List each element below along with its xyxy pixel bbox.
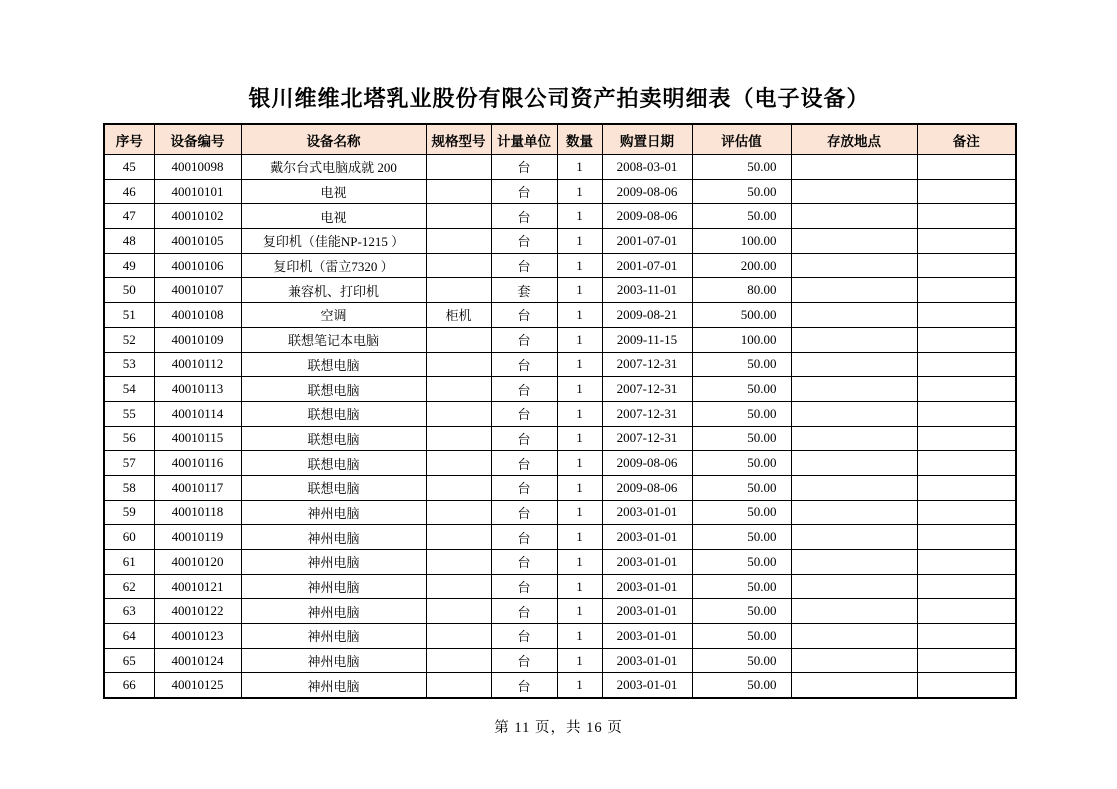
table-cell: 2001-07-01 (602, 229, 692, 254)
table-cell (791, 327, 917, 352)
table-cell: 1 (557, 624, 602, 649)
table-row (104, 648, 1016, 673)
table-cell (917, 673, 1016, 698)
table-cell: 台 (491, 253, 557, 278)
table-cell: 2009-08-06 (602, 179, 692, 204)
table-cell: 62 (104, 574, 154, 599)
table-cell: 台 (491, 451, 557, 476)
table-cell (791, 229, 917, 254)
table-cell: 40010124 (154, 648, 241, 673)
table-cell: 53 (104, 352, 154, 377)
table-cell: 神州电脑 (241, 624, 426, 649)
table-cell: 2009-11-15 (602, 327, 692, 352)
table-cell: 2003-01-01 (602, 624, 692, 649)
table-cell: 复印机（佳能NP-1215 ） (241, 229, 426, 254)
table-cell (917, 599, 1016, 624)
table-cell: 空调 (241, 303, 426, 328)
table-cell (917, 475, 1016, 500)
table-cell: 40010098 (154, 155, 241, 180)
table-cell: 联想电脑 (241, 451, 426, 476)
table-cell: 48 (104, 229, 154, 254)
table-cell: 1 (557, 155, 602, 180)
table-cell (917, 278, 1016, 303)
table-cell: 2003-01-01 (602, 648, 692, 673)
table-cell: 兼容机、打印机 (241, 278, 426, 303)
table-cell: 神州电脑 (241, 500, 426, 525)
table-cell: 50.00 (692, 179, 791, 204)
table-cell: 神州电脑 (241, 550, 426, 575)
table-cell: 1 (557, 204, 602, 229)
table-cell: 联想电脑 (241, 475, 426, 500)
table-cell (917, 327, 1016, 352)
table-cell (426, 500, 491, 525)
table-cell (426, 352, 491, 377)
table-cell (426, 155, 491, 180)
table-cell (426, 377, 491, 402)
table-cell: 神州电脑 (241, 574, 426, 599)
table-cell: 柜机 (426, 303, 491, 328)
table-row (104, 426, 1016, 451)
table-cell: 1 (557, 673, 602, 698)
table-cell (917, 624, 1016, 649)
table-cell: 40010102 (154, 204, 241, 229)
table-row (104, 253, 1016, 278)
table-cell: 45 (104, 155, 154, 180)
table-cell (791, 352, 917, 377)
table-cell (917, 204, 1016, 229)
column-header: 规格型号 (426, 124, 491, 155)
table-cell: 40010117 (154, 475, 241, 500)
table-cell: 40010121 (154, 574, 241, 599)
table-cell: 60 (104, 525, 154, 550)
table-cell: 台 (491, 500, 557, 525)
table-row (104, 278, 1016, 303)
table-cell (791, 253, 917, 278)
table-cell: 台 (491, 648, 557, 673)
table-cell: 1 (557, 574, 602, 599)
table-cell: 50.00 (692, 550, 791, 575)
table-cell (917, 253, 1016, 278)
table-cell: 2003-11-01 (602, 278, 692, 303)
column-header: 存放地点 (791, 124, 917, 155)
table-cell (426, 451, 491, 476)
table-cell (426, 599, 491, 624)
table-cell: 49 (104, 253, 154, 278)
table-cell: 1 (557, 525, 602, 550)
table-cell (426, 574, 491, 599)
column-header: 设备编号 (154, 124, 241, 155)
table-cell: 100.00 (692, 327, 791, 352)
table-cell (917, 401, 1016, 426)
table-cell: 40010114 (154, 401, 241, 426)
table-cell: 80.00 (692, 278, 791, 303)
table-row (104, 179, 1016, 204)
table-cell: 联想笔记本电脑 (241, 327, 426, 352)
table-cell: 1 (557, 229, 602, 254)
asset-table (103, 123, 1017, 699)
table-row (104, 525, 1016, 550)
table-cell: 1 (557, 278, 602, 303)
table-cell: 台 (491, 673, 557, 698)
table-cell: 58 (104, 475, 154, 500)
table-cell: 66 (104, 673, 154, 698)
table-cell: 1 (557, 475, 602, 500)
table-cell: 40010122 (154, 599, 241, 624)
table-cell: 200.00 (692, 253, 791, 278)
table-cell (426, 525, 491, 550)
column-header: 评估值 (692, 124, 791, 155)
table-cell: 50.00 (692, 599, 791, 624)
table-row (104, 550, 1016, 575)
table-cell: 戴尔台式电脑成就 200 (241, 155, 426, 180)
table-header-row (104, 124, 1016, 155)
table-cell: 56 (104, 426, 154, 451)
table-cell: 40010123 (154, 624, 241, 649)
table-cell: 2007-12-31 (602, 426, 692, 451)
table-cell: 40010101 (154, 179, 241, 204)
table-cell: 台 (491, 599, 557, 624)
table-cell: 2003-01-01 (602, 500, 692, 525)
table-cell: 台 (491, 426, 557, 451)
table-cell: 50.00 (692, 377, 791, 402)
table-row (104, 673, 1016, 698)
table-cell (426, 229, 491, 254)
table-row (104, 229, 1016, 254)
table-cell (917, 525, 1016, 550)
table-cell: 1 (557, 451, 602, 476)
table-cell: 50.00 (692, 155, 791, 180)
table-cell: 64 (104, 624, 154, 649)
table-cell: 2009-08-06 (602, 451, 692, 476)
table-cell: 50.00 (692, 426, 791, 451)
table-cell: 50.00 (692, 500, 791, 525)
table-cell: 1 (557, 352, 602, 377)
table-cell: 40010112 (154, 352, 241, 377)
table-row (104, 451, 1016, 476)
table-cell: 台 (491, 401, 557, 426)
table-cell: 神州电脑 (241, 525, 426, 550)
table-cell: 台 (491, 204, 557, 229)
table-cell: 台 (491, 352, 557, 377)
table-cell: 电视 (241, 204, 426, 229)
table-cell: 1 (557, 426, 602, 451)
table-cell: 50.00 (692, 648, 791, 673)
table-cell: 1 (557, 253, 602, 278)
table-cell: 2007-12-31 (602, 352, 692, 377)
table-cell: 2009-08-06 (602, 475, 692, 500)
table-cell: 50.00 (692, 574, 791, 599)
table-cell (917, 179, 1016, 204)
table-cell: 套 (491, 278, 557, 303)
table-cell (917, 550, 1016, 575)
table-cell: 联想电脑 (241, 377, 426, 402)
column-header: 计量单位 (491, 124, 557, 155)
table-row (104, 401, 1016, 426)
table-cell: 500.00 (692, 303, 791, 328)
table-cell: 50 (104, 278, 154, 303)
table-cell: 40010120 (154, 550, 241, 575)
table-cell (917, 426, 1016, 451)
table-cell (917, 352, 1016, 377)
table-cell: 台 (491, 303, 557, 328)
table-cell (791, 574, 917, 599)
table-cell (426, 673, 491, 698)
table-cell: 50.00 (692, 451, 791, 476)
table-cell (426, 204, 491, 229)
table-cell: 40010105 (154, 229, 241, 254)
table-cell: 台 (491, 229, 557, 254)
table-row (104, 475, 1016, 500)
table-cell: 1 (557, 377, 602, 402)
table-cell (791, 550, 917, 575)
table-cell: 电视 (241, 179, 426, 204)
table-cell (791, 624, 917, 649)
table-cell (426, 624, 491, 649)
table-cell: 1 (557, 179, 602, 204)
table-cell: 57 (104, 451, 154, 476)
table-cell (426, 179, 491, 204)
table-cell: 40010109 (154, 327, 241, 352)
table-row (104, 327, 1016, 352)
table-cell (426, 327, 491, 352)
table-cell: 2001-07-01 (602, 253, 692, 278)
table-cell (917, 500, 1016, 525)
table-cell (426, 278, 491, 303)
table-cell: 1 (557, 648, 602, 673)
table-cell: 联想电脑 (241, 352, 426, 377)
table-cell: 40010116 (154, 451, 241, 476)
table-cell (917, 451, 1016, 476)
table-cell: 台 (491, 525, 557, 550)
table-cell: 台 (491, 377, 557, 402)
table-cell (917, 155, 1016, 180)
table-cell (791, 401, 917, 426)
table-cell (791, 204, 917, 229)
table-cell (791, 475, 917, 500)
table-cell: 2009-08-06 (602, 204, 692, 229)
table-cell: 台 (491, 155, 557, 180)
table-cell: 1 (557, 303, 602, 328)
table-cell (917, 377, 1016, 402)
table-cell (791, 673, 917, 698)
table-cell (791, 500, 917, 525)
table-cell: 1 (557, 500, 602, 525)
table-cell: 40010106 (154, 253, 241, 278)
table-cell (791, 525, 917, 550)
table-cell: 59 (104, 500, 154, 525)
table-cell: 51 (104, 303, 154, 328)
table-cell: 2003-01-01 (602, 599, 692, 624)
table-row (104, 377, 1016, 402)
table-cell (791, 377, 917, 402)
table-cell: 台 (491, 574, 557, 599)
table-cell (791, 648, 917, 673)
table-cell (426, 253, 491, 278)
table-cell (917, 303, 1016, 328)
table-cell: 神州电脑 (241, 599, 426, 624)
table-cell: 50.00 (692, 525, 791, 550)
table-cell: 50.00 (692, 475, 791, 500)
page-number-indicator: 第 11 页，共 16 页 (494, 720, 623, 736)
table-row (104, 155, 1016, 180)
table-cell: 2007-12-31 (602, 401, 692, 426)
table-cell (426, 401, 491, 426)
table-cell: 2003-01-01 (602, 673, 692, 698)
table-cell (426, 550, 491, 575)
table-cell: 台 (491, 624, 557, 649)
table-cell (791, 426, 917, 451)
table-cell: 复印机（雷立7320 ） (241, 253, 426, 278)
table-cell (791, 451, 917, 476)
table-cell: 40010115 (154, 426, 241, 451)
table-cell: 50.00 (692, 204, 791, 229)
table-cell: 50.00 (692, 352, 791, 377)
table-cell: 40010113 (154, 377, 241, 402)
table-cell: 47 (104, 204, 154, 229)
table-cell: 联想电脑 (241, 401, 426, 426)
column-header: 购置日期 (602, 124, 692, 155)
column-header: 设备名称 (241, 124, 426, 155)
table-cell: 1 (557, 401, 602, 426)
table-row (104, 352, 1016, 377)
table-cell: 神州电脑 (241, 648, 426, 673)
table-cell: 2003-01-01 (602, 525, 692, 550)
column-header: 序号 (104, 124, 154, 155)
table-cell: 2003-01-01 (602, 574, 692, 599)
column-header: 数量 (557, 124, 602, 155)
table-cell: 65 (104, 648, 154, 673)
table-cell: 1 (557, 599, 602, 624)
table-cell: 联想电脑 (241, 426, 426, 451)
table-cell: 100.00 (692, 229, 791, 254)
table-row (104, 574, 1016, 599)
table-row (104, 500, 1016, 525)
table-cell (426, 648, 491, 673)
table-cell (791, 155, 917, 180)
table-cell: 54 (104, 377, 154, 402)
table-cell (917, 648, 1016, 673)
table-cell: 52 (104, 327, 154, 352)
table-row (104, 303, 1016, 328)
table-cell: 2009-08-21 (602, 303, 692, 328)
table-cell (791, 303, 917, 328)
table-cell (917, 229, 1016, 254)
table-cell: 台 (491, 475, 557, 500)
table-cell: 1 (557, 327, 602, 352)
table-cell: 40010125 (154, 673, 241, 698)
table-cell: 55 (104, 401, 154, 426)
table-cell: 50.00 (692, 624, 791, 649)
table-cell: 40010108 (154, 303, 241, 328)
page-title: 银川维维北塔乳业股份有限公司资产拍卖明细表（电子设备） (248, 86, 870, 111)
table-cell: 2003-01-01 (602, 550, 692, 575)
table-cell (791, 179, 917, 204)
table-cell: 神州电脑 (241, 673, 426, 698)
table-cell (791, 278, 917, 303)
table-cell (917, 574, 1016, 599)
table-cell: 61 (104, 550, 154, 575)
table-cell: 台 (491, 179, 557, 204)
table-cell: 40010119 (154, 525, 241, 550)
table-cell: 2007-12-31 (602, 377, 692, 402)
table-cell: 63 (104, 599, 154, 624)
table-row (104, 204, 1016, 229)
table-row (104, 599, 1016, 624)
table-cell (791, 599, 917, 624)
table-body (104, 155, 1016, 699)
table-cell: 台 (491, 550, 557, 575)
column-header: 备注 (917, 124, 1016, 155)
table-cell: 2008-03-01 (602, 155, 692, 180)
table-cell: 46 (104, 179, 154, 204)
table-cell: 40010107 (154, 278, 241, 303)
table-cell (426, 426, 491, 451)
table-cell: 40010118 (154, 500, 241, 525)
table-cell: 1 (557, 550, 602, 575)
table-cell: 50.00 (692, 401, 791, 426)
table-cell: 台 (491, 327, 557, 352)
table-cell: 50.00 (692, 673, 791, 698)
table-cell (426, 475, 491, 500)
table-row (104, 624, 1016, 649)
